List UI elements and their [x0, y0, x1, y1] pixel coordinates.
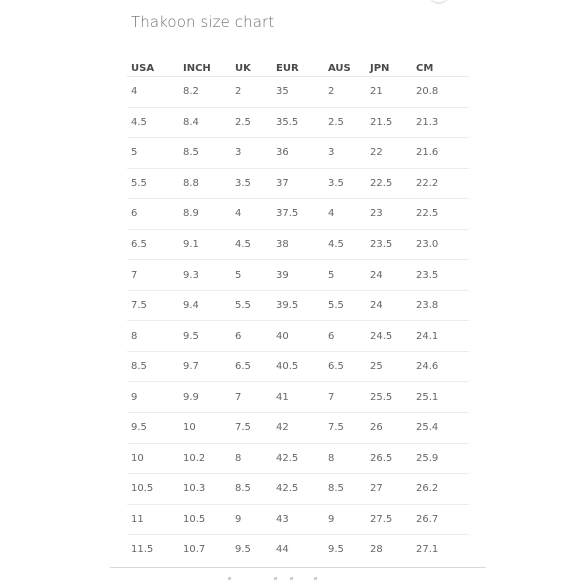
table-row	[127, 229, 469, 260]
table-cell: 6	[324, 321, 366, 352]
table-cell: 10	[127, 443, 179, 474]
column-header: EUR	[272, 60, 324, 77]
table-cell: 8.5	[127, 351, 179, 382]
table-row	[127, 535, 469, 565]
table-cell: 7.5	[324, 413, 366, 444]
table-body	[127, 77, 469, 565]
table-row	[127, 504, 469, 535]
table-cell: 3.5	[231, 168, 272, 199]
table-cell: 39.5	[272, 290, 324, 321]
table-cell: 8.5	[179, 138, 231, 169]
table-cell: 27.5	[366, 504, 412, 535]
table-cell: 24	[366, 260, 412, 291]
table-cell: 23.0	[412, 229, 469, 260]
table-cell: 3.5	[324, 168, 366, 199]
table-cell: 25	[366, 351, 412, 382]
table-cell: 3	[324, 138, 366, 169]
table-cell: 9	[324, 504, 366, 535]
table-row	[127, 474, 469, 505]
table-cell: 8	[231, 443, 272, 474]
column-header: CM	[412, 60, 469, 77]
table-cell: 5	[127, 138, 179, 169]
table-cell: 9	[127, 382, 179, 413]
table-cell: 7	[324, 382, 366, 413]
table-cell: 42.5	[272, 443, 324, 474]
table-cell: 38	[272, 229, 324, 260]
table-row	[127, 260, 469, 291]
table-row	[127, 382, 469, 413]
table-cell: 41	[272, 382, 324, 413]
table-cell: 11	[127, 504, 179, 535]
table-cell: 9.5	[328, 544, 344, 556]
table-cell: 8	[127, 321, 179, 352]
table-cell: 2.5	[324, 107, 366, 138]
table-cell: 36	[272, 138, 324, 169]
table-cell: 42.5	[272, 474, 324, 505]
table-cell: 5.5	[324, 290, 366, 321]
table-row	[127, 351, 469, 382]
table-cell: 9.9	[179, 382, 231, 413]
table-cell: 22	[366, 138, 412, 169]
table-cell: 2	[231, 77, 272, 108]
table-cell: 26	[366, 413, 412, 444]
table-cell: 5.5	[231, 290, 272, 321]
table-row	[127, 168, 469, 199]
table-cell: 4	[127, 77, 179, 108]
table-cell: 8.5	[324, 474, 366, 505]
table-cell: 9.5	[179, 321, 231, 352]
table-cell: 43	[272, 504, 324, 535]
table-cell: 23.5	[366, 229, 412, 260]
table-cell: 22.5	[366, 168, 412, 199]
table-row	[127, 77, 469, 108]
table-cell: 25.9	[412, 443, 469, 474]
table-cell: 3	[231, 138, 272, 169]
table-cell: 26.7	[412, 504, 469, 535]
column-header: USA	[127, 60, 179, 77]
table-cell: 4.5	[231, 229, 272, 260]
table-cell: 5	[231, 260, 272, 291]
table-cell: 4	[231, 199, 272, 230]
table-cell: 9.7	[179, 351, 231, 382]
table-cell: 5	[324, 260, 366, 291]
table-cell: 40	[272, 321, 324, 352]
table-cell: 44	[276, 544, 289, 556]
column-header: UK	[231, 60, 272, 77]
table-cell: 37	[272, 168, 324, 199]
table-cell: 2.5	[231, 107, 272, 138]
table-cell: 20.8	[412, 77, 469, 108]
table-cell: 23.5	[412, 260, 469, 291]
table-cell: 23	[366, 199, 412, 230]
table-cell: 8.5	[231, 474, 272, 505]
table-cell: 9.5	[127, 413, 179, 444]
table-cell: 23.8	[412, 290, 469, 321]
table-row	[127, 321, 469, 352]
table-cell: 22.2	[412, 168, 469, 199]
table-cell: 8	[324, 443, 366, 474]
table-cell: 10.5	[179, 504, 231, 535]
table-cell: 9.4	[179, 290, 231, 321]
table-cell: 6	[231, 321, 272, 352]
table-cell: 8.8	[179, 168, 231, 199]
table-cell: 25.1	[412, 382, 469, 413]
table-cell: 27.1	[416, 544, 439, 556]
table-cell: 26.5	[366, 443, 412, 474]
table-cell: 10.5	[127, 474, 179, 505]
table-cell: 21.6	[412, 138, 469, 169]
table-cell: 7.5	[127, 290, 179, 321]
table-cell: 10	[179, 413, 231, 444]
table-cell: 27	[366, 474, 412, 505]
table-cell: 25.4	[412, 413, 469, 444]
table-cell: 6	[127, 199, 179, 230]
table-cell: 6.5	[127, 229, 179, 260]
table-cell: 24.5	[366, 321, 412, 352]
table-cell: 2	[324, 77, 366, 108]
table-cell: 24.6	[412, 351, 469, 382]
table-header-row	[127, 60, 469, 77]
table-row	[127, 290, 469, 321]
table-cell: 4.5	[324, 229, 366, 260]
table-cell: 28	[370, 544, 383, 556]
table-cell: 5.5	[127, 168, 179, 199]
table-cell: 7	[231, 382, 272, 413]
divider	[110, 567, 486, 568]
table-cell: 7.5	[231, 413, 272, 444]
column-header: AUS	[324, 60, 366, 77]
table-cell: 10.7	[183, 544, 206, 556]
table-cell: 4	[324, 199, 366, 230]
table-cell: 8.4	[179, 107, 231, 138]
column-header: JPN	[366, 60, 412, 77]
size-chart-table	[127, 60, 469, 565]
table-cell: 24.1	[412, 321, 469, 352]
table-cell: 39	[272, 260, 324, 291]
table-cell: 37.5	[272, 199, 324, 230]
table-cell: 35.5	[272, 107, 324, 138]
table-cell: 25.5	[366, 382, 412, 413]
table-row	[127, 199, 469, 230]
table-cell: 11.5	[131, 544, 154, 556]
table-row	[127, 413, 469, 444]
table-cell: 9.5	[235, 544, 251, 556]
table-cell: 8.2	[179, 77, 231, 108]
table-row	[127, 443, 469, 474]
decorative-arc	[428, 0, 450, 4]
page-title: Thakoon size chart	[131, 13, 275, 31]
table-cell: 10.3	[179, 474, 231, 505]
table-cell: 4.5	[127, 107, 179, 138]
table-cell: 21.5	[366, 107, 412, 138]
table-cell: 21	[366, 77, 412, 108]
table-cell: 40.5	[272, 351, 324, 382]
table-cell: 10.2	[179, 443, 231, 474]
table-cell: 9.1	[179, 229, 231, 260]
table-cell: 9.3	[179, 260, 231, 291]
table-row	[127, 107, 469, 138]
column-header: INCH	[179, 60, 231, 77]
table-cell: 26.2	[412, 474, 469, 505]
table-cell: 7	[127, 260, 179, 291]
table-cell: 8.9	[179, 199, 231, 230]
table-row	[127, 138, 469, 169]
table-cell: 35	[272, 77, 324, 108]
table-cell: 22.5	[412, 199, 469, 230]
table-cell: 6.5	[231, 351, 272, 382]
table-cell: 21.3	[412, 107, 469, 138]
table-cell: 9	[231, 504, 272, 535]
table-cell: 24	[366, 290, 412, 321]
table-cell: 42	[272, 413, 324, 444]
table-cell: 6.5	[324, 351, 366, 382]
